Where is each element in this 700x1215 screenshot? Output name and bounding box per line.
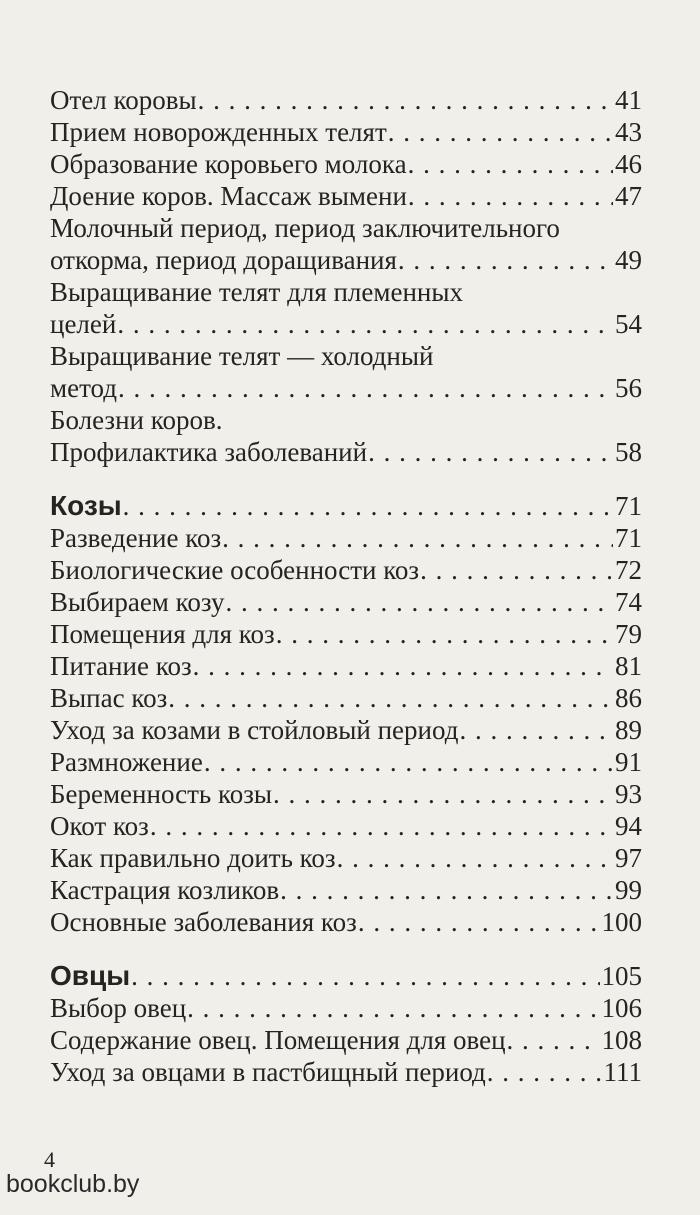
toc-entry bbox=[50, 650, 642, 682]
dot-leader bbox=[487, 1056, 602, 1088]
toc-entry-page: 72 bbox=[615, 555, 642, 585]
dot-leader bbox=[150, 810, 613, 842]
dot-leader bbox=[280, 874, 613, 906]
toc-entry-title: Уход за козами в стойловый период bbox=[50, 715, 459, 745]
dot-leader bbox=[193, 650, 613, 682]
toc-entry-title: Профилактика заболеваний bbox=[50, 437, 368, 467]
toc-section-heading bbox=[50, 490, 642, 522]
toc-entry bbox=[50, 810, 642, 842]
table-of-contents bbox=[50, 84, 642, 1088]
toc-entry-page: 99 bbox=[615, 875, 642, 905]
toc-entry bbox=[50, 276, 642, 340]
dot-leader bbox=[420, 554, 613, 586]
toc-entry-page: 41 bbox=[615, 85, 642, 115]
toc-entry-page: 81 bbox=[615, 651, 642, 681]
section-page: 71 bbox=[615, 491, 642, 521]
dot-leader bbox=[123, 490, 613, 522]
toc-entry-title: Прием новорожденных телят bbox=[50, 117, 387, 147]
toc-entry-page: 91 bbox=[615, 747, 642, 777]
section-page: 105 bbox=[601, 961, 642, 991]
toc-entry-page: 79 bbox=[615, 619, 642, 649]
toc-entry bbox=[50, 212, 642, 276]
dot-leader bbox=[198, 84, 613, 116]
toc-entry-title: Отел коровы bbox=[50, 85, 197, 115]
toc-entry-page: 108 bbox=[601, 1025, 642, 1055]
toc-entry-title: метод bbox=[50, 373, 117, 403]
toc-entry bbox=[50, 1056, 642, 1088]
toc-entry bbox=[50, 618, 642, 650]
toc-entry-title-line: Молочный период, период заключительного bbox=[50, 213, 560, 243]
toc-entry bbox=[50, 404, 642, 468]
toc-entry bbox=[50, 746, 642, 778]
toc-entry-title: Выбор овец bbox=[50, 993, 187, 1023]
toc-entry bbox=[50, 992, 642, 1024]
toc-entry-title: Питание коз bbox=[50, 651, 192, 681]
toc-entry-title: Окот коз bbox=[50, 811, 149, 841]
toc-entry bbox=[50, 874, 642, 906]
dot-leader bbox=[187, 992, 599, 1024]
toc-entry-title: Образование коровьего молока bbox=[50, 149, 407, 179]
toc-entry-title: Доение коров. Массаж вымени bbox=[50, 181, 407, 211]
dot-leader bbox=[276, 618, 613, 650]
toc-entry-page: 49 bbox=[615, 245, 642, 275]
dot-leader bbox=[398, 244, 613, 276]
dot-leader bbox=[388, 116, 613, 148]
toc-entry-page: 89 bbox=[615, 715, 642, 745]
dot-leader bbox=[358, 906, 600, 938]
toc-entry-title: Выбираем козу bbox=[50, 587, 225, 617]
dot-leader bbox=[204, 746, 613, 778]
toc-entry bbox=[50, 340, 642, 404]
toc-entry-page: 93 bbox=[615, 779, 642, 809]
section-title: Козы bbox=[50, 490, 122, 521]
dot-leader bbox=[459, 714, 613, 746]
section-title: Овцы bbox=[50, 960, 131, 991]
toc-entry-page: 43 bbox=[615, 117, 642, 147]
toc-entry-page: 46 bbox=[615, 149, 642, 179]
toc-entry-title: целей bbox=[50, 309, 117, 339]
toc-entry-title-line: Выращивание телят — холодный bbox=[50, 341, 434, 371]
toc-entry-title: Выпас коз bbox=[50, 683, 168, 713]
toc-entry-page: 100 bbox=[601, 907, 642, 937]
toc-entry-title: Беременность козы bbox=[50, 779, 273, 809]
dot-leader bbox=[273, 778, 613, 810]
dot-leader bbox=[168, 682, 613, 714]
toc-entry-page: 56 bbox=[615, 373, 642, 403]
dot-leader bbox=[118, 372, 613, 404]
toc-entry-title-line: Болезни коров. bbox=[50, 405, 223, 435]
toc-entry-title: Биологические особенности коз bbox=[50, 555, 420, 585]
dot-leader bbox=[226, 586, 614, 618]
toc-entry bbox=[50, 778, 642, 810]
dot-leader bbox=[222, 522, 613, 554]
section-gap bbox=[50, 938, 642, 960]
dot-leader bbox=[507, 1024, 600, 1056]
sheep-entries bbox=[50, 992, 642, 1088]
toc-entry-page: 86 bbox=[615, 683, 642, 713]
toc-section-heading bbox=[50, 960, 642, 992]
toc-entry-title: откорма, период доращивания bbox=[50, 245, 397, 275]
dot-leader bbox=[408, 148, 613, 180]
section-gap bbox=[50, 468, 642, 490]
toc-entry-page: 94 bbox=[615, 811, 642, 841]
toc-entry-title: Помещения для коз bbox=[50, 619, 275, 649]
toc-entry-title: Размножение bbox=[50, 747, 203, 777]
toc-entry bbox=[50, 522, 642, 554]
toc-entry-title-line: Выращивание телят для племенных bbox=[50, 277, 464, 307]
toc-entry bbox=[50, 1024, 642, 1056]
page-number: 4 bbox=[44, 1147, 55, 1172]
toc-entry-page: 106 bbox=[601, 993, 642, 1023]
toc-entry-title: Содержание овец. Помещения для овец bbox=[50, 1025, 506, 1055]
toc-entry bbox=[50, 714, 642, 746]
dot-leader bbox=[117, 308, 613, 340]
dot-leader bbox=[408, 180, 613, 212]
toc-entry-title: Уход за овцами в пастбищный период bbox=[50, 1057, 486, 1087]
toc-entry bbox=[50, 148, 642, 180]
toc-entry-title: Разведение коз bbox=[50, 523, 222, 553]
toc-entry-page: 111 bbox=[603, 1057, 642, 1087]
goats-entries bbox=[50, 522, 642, 938]
toc-entry-title: Основные заболевания коз bbox=[50, 907, 357, 937]
dot-leader bbox=[368, 436, 613, 468]
dot-leader bbox=[131, 960, 599, 992]
dot-leader bbox=[337, 842, 613, 874]
toc-entry bbox=[50, 842, 642, 874]
toc-entry-page: 97 bbox=[615, 843, 642, 873]
toc-entry-title: Как правильно доить коз bbox=[50, 843, 336, 873]
toc-entry-page: 71 bbox=[615, 523, 642, 553]
toc-entry bbox=[50, 116, 642, 148]
toc-entry bbox=[50, 84, 642, 116]
toc-entry bbox=[50, 586, 642, 618]
toc-entry bbox=[50, 180, 642, 212]
toc-entry bbox=[50, 906, 642, 938]
toc-entry-page: 74 bbox=[615, 587, 642, 617]
toc-entry bbox=[50, 554, 642, 586]
toc-entry-page: 54 bbox=[615, 309, 642, 339]
toc-entry-title: Кастрация козликов bbox=[50, 875, 280, 905]
toc-entry-page: 47 bbox=[615, 181, 642, 211]
toc-entry-page: 58 bbox=[615, 437, 642, 467]
toc-entry bbox=[50, 682, 642, 714]
watermark-text: bookclub.by bbox=[6, 1170, 140, 1198]
